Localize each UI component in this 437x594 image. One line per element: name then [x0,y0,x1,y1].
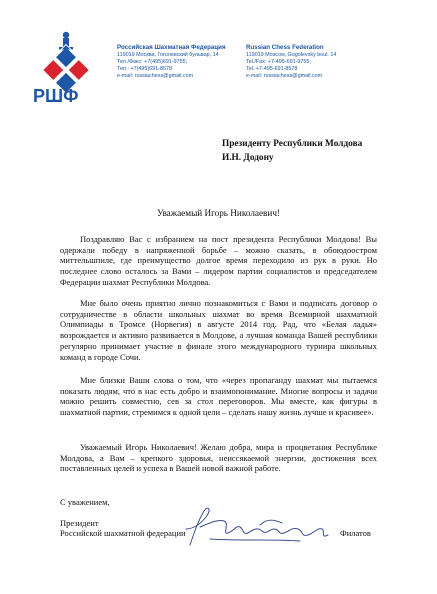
org-name-en: Russian Chess Federation [246,44,324,51]
signatory-title-line1: Президент [60,518,99,528]
tel-ru: Тел.: +7(495)691-8578 [117,66,172,73]
paragraph: Мне близки Ваши слова о том, что «через пропаганду шахмат мы пытаемся показать людям, что в нас есть добро и взаимопонимание. Многие вопросы и задачи можно решить совместно, сев за стол переговоров. Мы вместе, как фигуры в шахматной партии, стремимся к одной цели – сделать нашу жизнь лучше и красивее». [60,375,377,418]
signatory-name: Филатов [340,528,371,538]
email-en: e-mail: russiachess@gmail.com [246,73,323,80]
paragraph: Мне было очень приятно лично познакомиться с Вами и подписать договор о сотрудничестве в области школьных шахмат во время Всемирной шахматной Олимпиады в Тромсе (Норвегия) в августе 2014 год. Рад, что «Белая ладья» возрождается и активно развивается в Молдове, а лучшая команда Вашей республики регулярно принимает участие в финале этого международного турнира школьных команд в городе Сочи. [60,298,377,362]
email-ru: e-mail: russiachess@gmail.com [117,73,194,80]
handwritten-signature [170,505,335,550]
paragraph: Поздравляю Вас с избранием на пост президента Республики Молдова! Вы одержали победу в напряженной борьбе – можно сказать, в обоюдоостром миттельшпиле, где преимущество долгое время переходило из рук в руки. Но последнее слово осталось за Вами – лидером партии социалистов и председателем Федерации шахмат Республики Молдова. [60,234,377,287]
fax-en: Tel./Fax: +7-495-691-9755; [246,59,311,66]
addressee-name: И.Н. Додону [222,152,274,163]
letterhead-ru [117,44,257,80]
signatory-title [60,518,186,538]
address-ru: 119019 Москва, Гоголевский бульвар, 14 [117,52,219,58]
addressee-block [222,138,362,165]
tel-en: Tel. +7-495-691-8578 [246,66,298,73]
address-en: 119019 Moscow, Gogolevsky boul. 14 [246,52,337,58]
fax-ru: Тел./Факс: +7(495)691-9755; [117,59,188,66]
logo-wordmark: РШФ [33,86,79,106]
paragraph: Уважаемый Игорь Николаевич! Желаю добра, мира и процветания Республике Молдова, а Вам – крепкого здоровья, неиссякаемой энергии, достижения всех поставленных целей и успеха в Вашей новой важной работе. [60,442,377,474]
org-name-ru: Российская Шахматная Федерация [117,44,226,51]
greeting: Уважаемый Игорь Николаевич! [156,208,280,218]
signatory-title-line2: Российской шахматной федерации [60,528,186,539]
letterhead-en [246,44,386,80]
closing: С уважением, [60,497,110,507]
addressee-title: Президенту Республики Молдова [222,139,363,149]
